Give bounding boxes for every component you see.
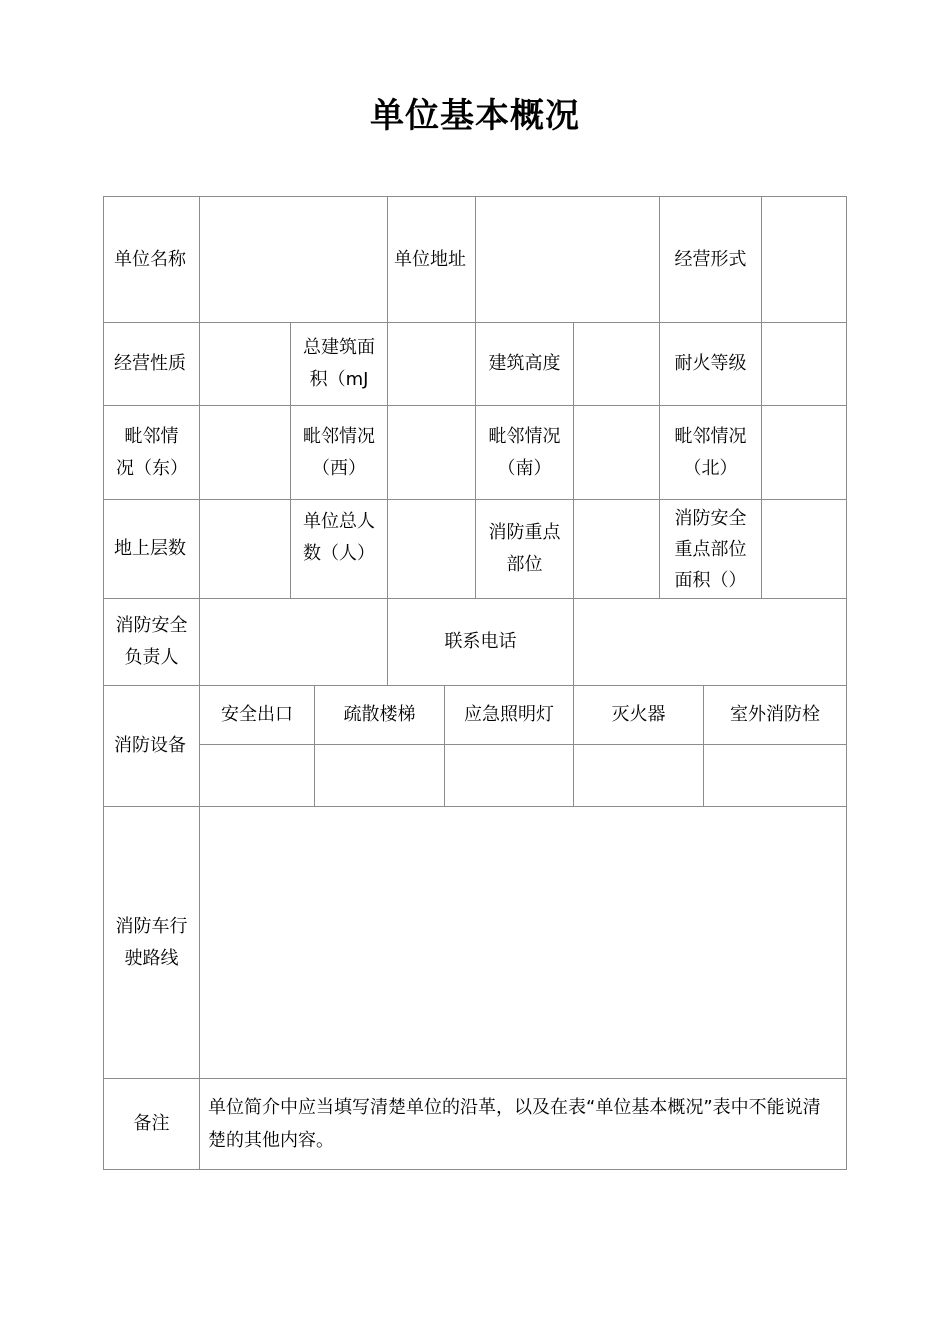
header-outdoor-hydrants: 室外消防栓 [704,686,846,745]
header-evacuation-stairs: 疏散楼梯 [315,686,445,745]
field-emergency-lights[interactable] [445,745,574,807]
label-key-area-size: 消防安全重点部位面积（） [660,500,762,599]
field-unit-address[interactable] [476,197,660,323]
page-title: 单位基本概况 [370,96,580,136]
unit-overview-form [103,196,847,1170]
field-building-height[interactable] [574,323,660,406]
field-adjacent-south[interactable] [574,406,660,500]
field-floors-above[interactable] [200,500,291,599]
field-key-area-size[interactable] [762,500,846,599]
label-business-nature: 经营性质 [104,323,200,406]
label-fire-rating: 耐火等级 [660,323,762,406]
label-adjacent-south: 毗邻情况（南） [476,406,574,500]
label-adjacent-west: 毗邻情况（西） [291,406,388,500]
field-unit-name[interactable] [200,197,388,323]
field-evacuation-stairs[interactable] [315,745,445,807]
label-key-fire-areas: 消防重点部位 [476,500,574,599]
label-fire-truck-route: 消防车行驶路线 [104,807,200,1079]
label-fire-safety-officer: 消防安全负责人 [104,599,200,686]
field-outdoor-hydrants[interactable] [704,745,846,807]
label-adjacent-north: 毗邻情况（北） [660,406,762,500]
field-fire-truck-route[interactable] [200,807,846,1079]
label-contact-phone: 联系电话 [388,599,574,686]
field-total-area[interactable] [388,323,476,406]
header-emergency-lights: 应急照明灯 [445,686,574,745]
field-safety-exit[interactable] [200,745,315,807]
field-fire-rating[interactable] [762,323,846,406]
field-fire-safety-officer[interactable] [200,599,388,686]
label-unit-address: 单位地址 [388,197,476,323]
label-floors-above: 地上层数 [104,500,200,599]
label-business-form: 经营形式 [660,197,762,323]
field-extinguishers[interactable] [574,745,704,807]
field-adjacent-east[interactable] [200,406,291,500]
header-safety-exit: 安全出口 [200,686,315,745]
label-fire-equipment: 消防设备 [104,686,200,807]
field-business-nature[interactable] [200,323,291,406]
field-contact-phone[interactable] [574,599,846,686]
field-business-form[interactable] [762,197,846,323]
label-adjacent-east: 毗邻情况（东） [104,406,200,500]
label-remarks: 备注 [104,1079,200,1169]
header-extinguishers: 灭火器 [574,686,704,745]
label-total-staff: 单位总人数（人） [291,500,388,599]
label-building-height: 建筑高度 [476,323,574,406]
label-unit-name: 单位名称 [104,197,200,323]
label-total-area: 总建筑面积（mJ [291,323,388,406]
field-adjacent-west[interactable] [388,406,476,500]
field-total-staff[interactable] [388,500,476,599]
remarks-text: 单位简介中应当填写清楚单位的沿革，以及在表“单位基本概况”表中不能说清楚的其他内容。 [208,1097,821,1151]
field-adjacent-north[interactable] [762,406,846,500]
field-key-fire-areas[interactable] [574,500,660,599]
